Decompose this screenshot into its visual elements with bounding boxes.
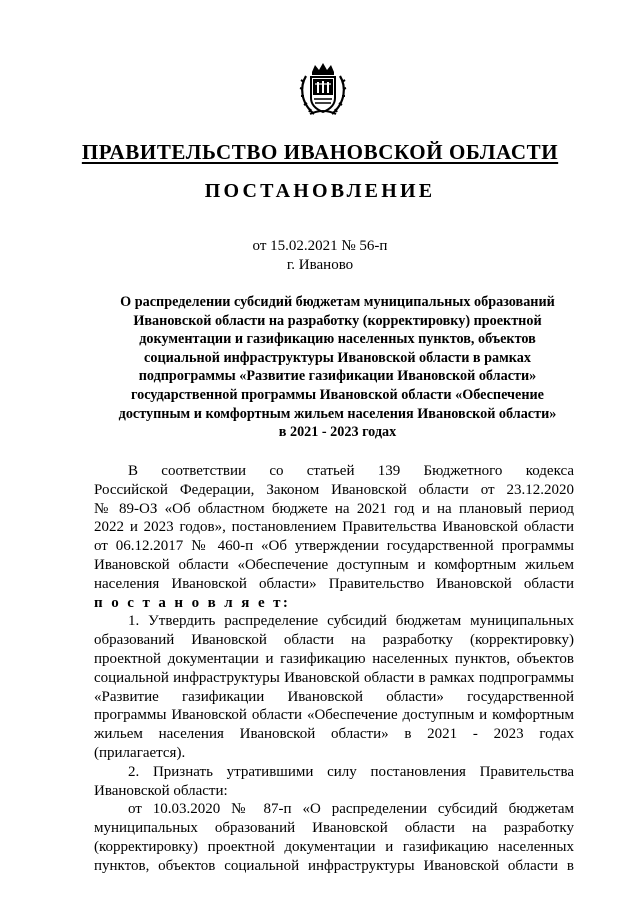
body-line: от 10.03.2020 № 87-п «О распределении субсидий бюджетам (128, 801, 574, 818)
document-body (94, 462, 574, 876)
body-line: жильем населения Ивановской области» в 2021 - 2023 годах (94, 726, 574, 743)
body-line: В соответствии со статьей 139 Бюджетного кодекса (128, 463, 574, 479)
document-date-number: от 15.02.2021 № 56-п (252, 238, 388, 254)
body-line: 2022 и 2023 годов», постановлением Правительства Ивановской области (94, 519, 574, 536)
document-city: г. Иваново (286, 257, 354, 273)
body-line: Ивановской области «Обеспечение доступным и комфортным жильем (94, 556, 574, 573)
subject-line: социальной инфраструктуры Ивановской области в рамках (144, 349, 531, 366)
body-line: 1. Утвердить распределение субсидий бюджетам муниципальных (128, 613, 574, 630)
body-line: (корректировку) проектной документации и газификацию населенных (94, 838, 574, 855)
body-line: (прилагается). (94, 744, 186, 761)
subject-line: доступным и комфортным жильем населения Ивановской области» (118, 405, 557, 422)
body-line: программы Ивановской области «Обеспечение доступным и комфортным (94, 707, 574, 724)
body-line: социальной инфраструктуры Ивановской области в рамках подпрограммы (94, 669, 574, 686)
body-line: проектной документации и газификацию населенных пунктов, объектов (94, 650, 574, 667)
coat-of-arms-emblem (298, 62, 348, 118)
subject-line: документации и газификацию населенных пунктов, объектов (139, 331, 536, 348)
subject-line: подпрограммы «Развитие газификации Ивановской области» (138, 368, 537, 385)
document-subject (95, 293, 580, 442)
subject-line: государственной программы Ивановской области «Обеспечение (131, 386, 544, 403)
subject-line: Ивановской области на разработку (корректировку) проектной (133, 312, 542, 329)
organization-title: ПРАВИТЕЛЬСТВО ИВАНОВСКОЙ ОБЛАСТИ (81, 140, 559, 164)
body-line: «Развитие газификации Ивановской области» государственной (94, 688, 574, 705)
body-line: пунктов, объектов социальной инфраструктуры Ивановской области в (94, 857, 574, 874)
resolves-keyword: п о с т а н о в л я е т: (94, 594, 291, 611)
document-type-heading: ПОСТАНОВЛЕНИЕ (204, 180, 436, 202)
body-line: от 06.12.2017 № 460-п «Об утверждении государственной программы (94, 538, 574, 555)
body-line: населения Ивановской области» Правительство Ивановской области (94, 575, 574, 592)
body-line: Российской Федерации, Законом Ивановской области от 23.12.2020 (94, 481, 574, 498)
body-line: 2. Признать утратившими силу постановления Правительства (128, 763, 574, 780)
body-line: № 89-ОЗ «Об областном бюджете на 2021 год и на плановый период (94, 500, 574, 517)
body-line: муниципальных образований Ивановской области на разработку (94, 820, 574, 837)
subject-line: в 2021 - 2023 годах (278, 424, 397, 441)
body-line: образований Ивановской области на разработку (корректировку) (94, 632, 574, 649)
body-line: Ивановской области: (94, 782, 228, 799)
subject-line: О распределении субсидий бюджетам муниципальных образований (120, 294, 555, 310)
